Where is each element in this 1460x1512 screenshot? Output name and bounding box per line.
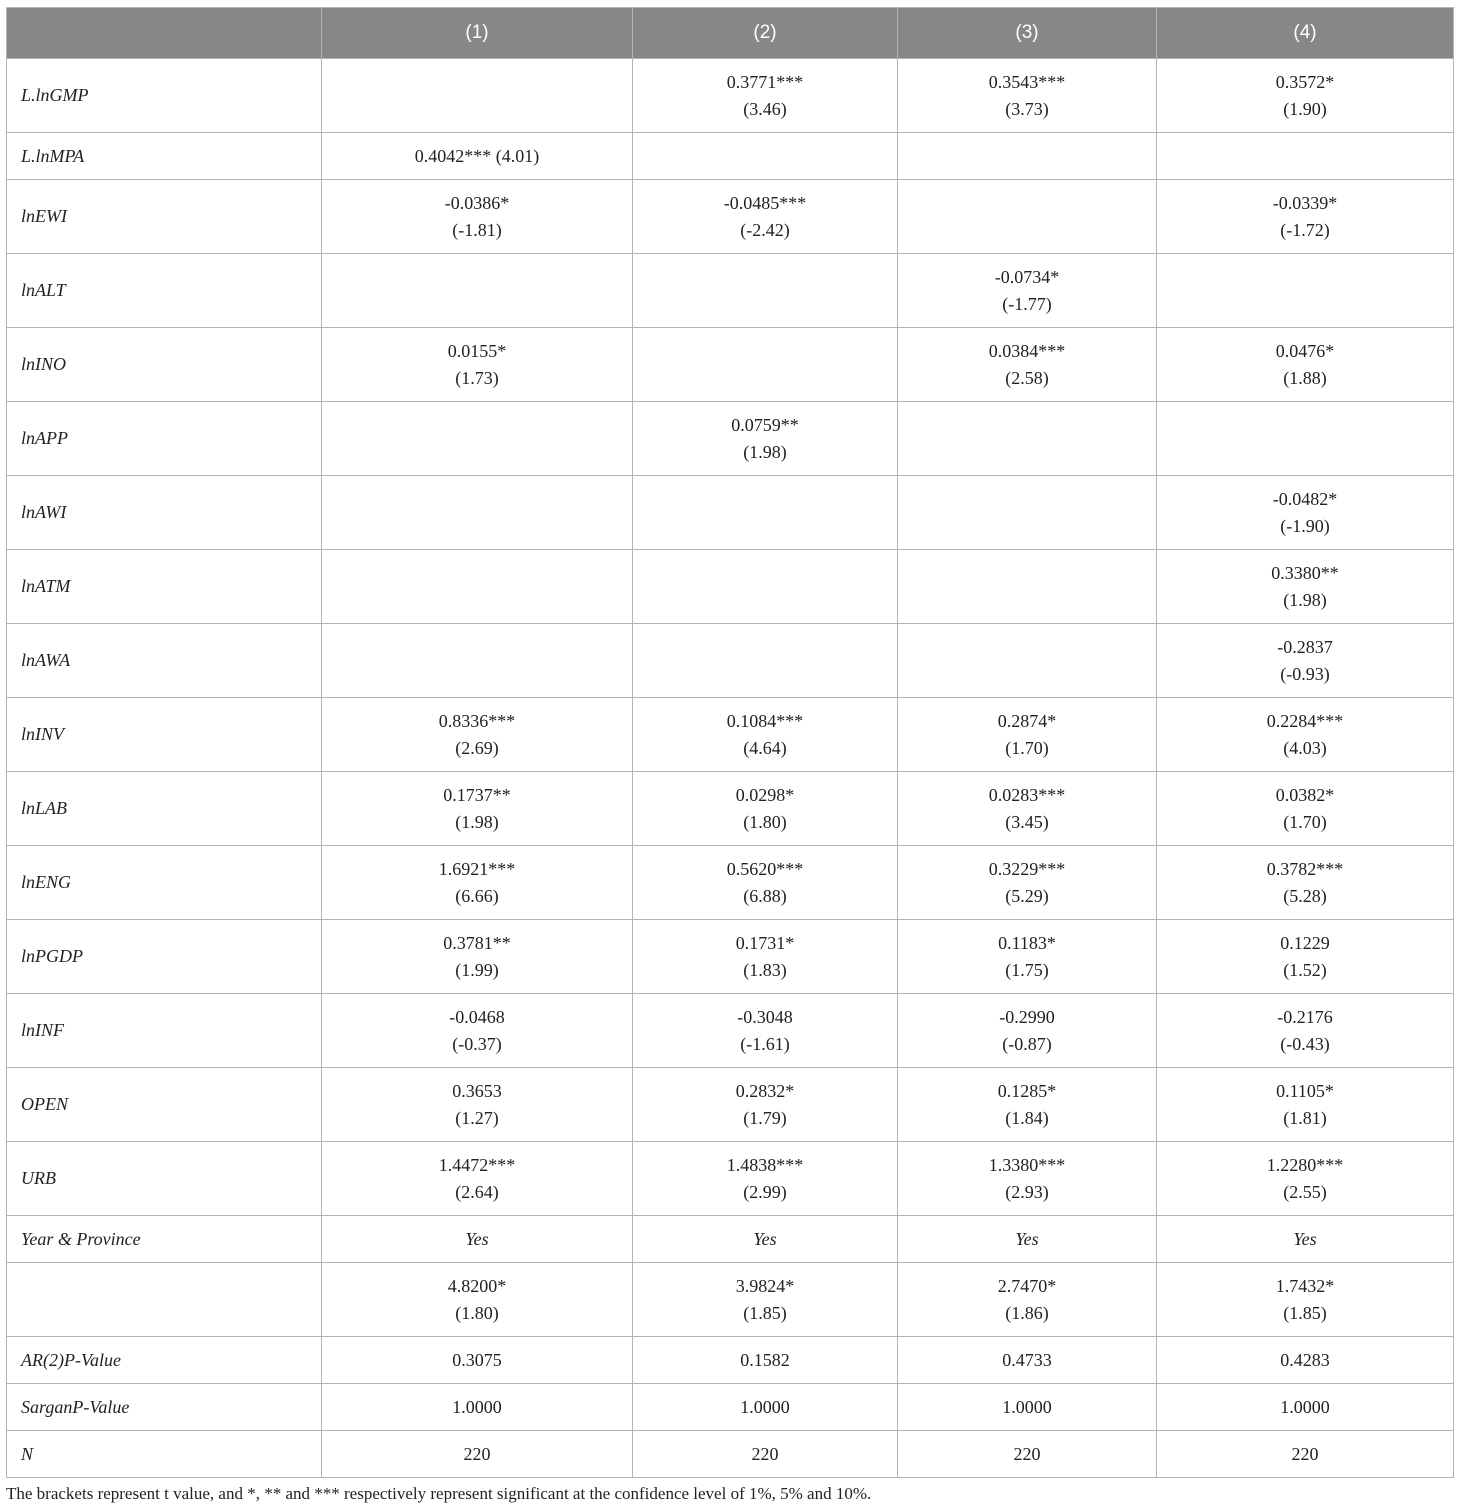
cell-coefficient: -0.0386* <box>444 192 510 213</box>
table-cell <box>898 772 1157 846</box>
table-cell <box>322 328 633 402</box>
row-label: SarganP-Value <box>7 1384 322 1431</box>
cell-t-value: (-2.42) <box>740 219 790 240</box>
table-cell <box>1157 133 1454 180</box>
table-cell <box>898 476 1157 550</box>
row-label <box>7 1263 322 1337</box>
cell-coefficient: 0.2874* <box>997 710 1057 731</box>
table-row <box>7 254 1454 328</box>
cell-coefficient: 220 <box>1013 1443 1041 1464</box>
header-col-2: (2) <box>633 8 898 59</box>
cell-t-value: (2.64) <box>455 1181 499 1202</box>
table-cell <box>898 550 1157 624</box>
table-cell <box>322 772 633 846</box>
table-cell <box>633 402 898 476</box>
row-label: URB <box>7 1142 322 1216</box>
cell-coefficient: 0.3075 <box>452 1349 502 1370</box>
cell-coefficient: 220 <box>463 1443 491 1464</box>
cell-coefficient: 0.0476* <box>1275 340 1335 361</box>
row-label: lnALT <box>7 254 322 328</box>
cell-coefficient: 0.0298* <box>735 784 795 805</box>
table-cell <box>898 402 1157 476</box>
cell-coefficient: 0.3572* <box>1275 71 1335 92</box>
cell-coefficient: -0.2176 <box>1277 1006 1333 1027</box>
table-cell <box>1157 1216 1454 1263</box>
row-label: Year & Province <box>7 1216 322 1263</box>
cell-coefficient: -0.2837 <box>1277 636 1333 657</box>
cell-coefficient: 0.1285* <box>997 1080 1057 1101</box>
row-label: L.lnMPA <box>7 133 322 180</box>
cell-coefficient: 1.7432* <box>1275 1275 1335 1296</box>
cell-coefficient: 0.8336*** <box>438 710 516 731</box>
table-cell <box>322 1431 633 1478</box>
table-cell <box>322 402 633 476</box>
table-cell <box>633 920 898 994</box>
cell-coefficient: 0.4733 <box>1002 1349 1052 1370</box>
table-row <box>7 180 1454 254</box>
cell-coefficient: 0.5620*** <box>726 858 804 879</box>
cell-coefficient: 0.0382* <box>1275 784 1335 805</box>
cell-t-value: (-0.37) <box>452 1033 502 1054</box>
cell-t-value: (2.99) <box>743 1181 787 1202</box>
table-row <box>7 476 1454 550</box>
table-row <box>7 698 1454 772</box>
cell-coefficient: -0.3048 <box>737 1006 793 1027</box>
row-label: L.lnGMP <box>7 59 322 133</box>
table-cell <box>1157 402 1454 476</box>
regression-table-container <box>6 7 1453 1478</box>
cell-coefficient: 0.3653 <box>452 1080 502 1101</box>
table-row <box>7 772 1454 846</box>
table-cell <box>898 1337 1157 1384</box>
cell-t-value: (-0.87) <box>1002 1033 1052 1054</box>
table-cell <box>898 846 1157 920</box>
table-cell <box>322 133 633 180</box>
cell-coefficient: 3.9824* <box>735 1275 795 1296</box>
table-cell <box>322 1263 633 1337</box>
cell-coefficient: 0.0384*** <box>988 340 1066 361</box>
cell-coefficient: 0.3380** <box>1271 562 1339 583</box>
cell-coefficient: Yes <box>1293 1228 1317 1249</box>
table-cell <box>633 1142 898 1216</box>
cell-t-value: (1.98) <box>455 811 499 832</box>
cell-coefficient: -0.0468 <box>449 1006 505 1027</box>
cell-coefficient: 1.2280*** <box>1266 1154 1344 1175</box>
cell-t-value: (1.84) <box>1005 1107 1049 1128</box>
header-col-1: (1) <box>322 8 633 59</box>
cell-t-value: (1.73) <box>455 367 499 388</box>
row-label: lnINO <box>7 328 322 402</box>
table-row <box>7 1142 1454 1216</box>
table-row <box>7 1337 1454 1384</box>
cell-coefficient: 0.1084*** <box>726 710 804 731</box>
cell-coefficient: 0.3771*** <box>726 71 804 92</box>
row-label: lnAPP <box>7 402 322 476</box>
table-cell <box>1157 59 1454 133</box>
table-cell <box>898 920 1157 994</box>
table-cell <box>322 1142 633 1216</box>
cell-coefficient: 1.0000 <box>1280 1396 1330 1417</box>
cell-coefficient: Yes <box>753 1228 777 1249</box>
cell-t-value: (2.58) <box>1005 367 1049 388</box>
cell-coefficient: 1.4838*** <box>726 1154 804 1175</box>
cell-coefficient: 0.1229 <box>1280 932 1330 953</box>
table-cell <box>633 1216 898 1263</box>
table-cell <box>1157 1384 1454 1431</box>
cell-t-value: (1.99) <box>455 959 499 980</box>
table-cell <box>322 846 633 920</box>
table-cell <box>1157 180 1454 254</box>
cell-coefficient: -0.0734* <box>994 266 1060 287</box>
table-cell <box>322 550 633 624</box>
cell-coefficient: 0.1737** <box>443 784 511 805</box>
table-cell <box>322 994 633 1068</box>
table-cell <box>1157 846 1454 920</box>
table-row <box>7 1216 1454 1263</box>
cell-t-value: (-1.81) <box>452 219 502 240</box>
table-cell <box>633 772 898 846</box>
table-footnote: The brackets represent t value, and *, ** and *** respectively represent significant at the confidence level of 1%, 5% and 10%. <box>6 1484 872 1503</box>
table-cell <box>1157 1142 1454 1216</box>
table-cell <box>1157 254 1454 328</box>
cell-t-value: (1.27) <box>455 1107 499 1128</box>
cell-t-value: (3.46) <box>743 98 787 119</box>
cell-t-value: (-0.43) <box>1280 1033 1330 1054</box>
cell-t-value: (-1.90) <box>1280 515 1330 536</box>
cell-coefficient: 0.1582 <box>740 1349 790 1370</box>
cell-coefficient: 220 <box>751 1443 779 1464</box>
cell-t-value: (1.90) <box>1283 98 1327 119</box>
table-cell <box>633 476 898 550</box>
cell-t-value: (4.64) <box>743 737 787 758</box>
cell-t-value: (1.81) <box>1283 1107 1327 1128</box>
table-cell <box>898 180 1157 254</box>
table-cell <box>1157 1431 1454 1478</box>
table-row <box>7 133 1454 180</box>
table-cell <box>1157 698 1454 772</box>
table-row <box>7 1068 1454 1142</box>
table-cell <box>633 1431 898 1478</box>
table-cell <box>322 476 633 550</box>
cell-coefficient: 0.4042*** (4.01) <box>414 145 540 166</box>
table-cell <box>898 698 1157 772</box>
cell-coefficient: 1.6921*** <box>438 858 516 879</box>
cell-coefficient: 4.8200* <box>447 1275 507 1296</box>
table-cell <box>1157 1068 1454 1142</box>
cell-t-value: (1.80) <box>455 1302 499 1323</box>
regression-table <box>6 7 1454 1478</box>
table-cell <box>898 254 1157 328</box>
table-row <box>7 1431 1454 1478</box>
cell-coefficient: 0.3229*** <box>988 858 1066 879</box>
table-cell <box>898 133 1157 180</box>
cell-t-value: (5.28) <box>1283 885 1327 906</box>
table-cell <box>1157 772 1454 846</box>
table-cell <box>898 59 1157 133</box>
table-cell <box>898 1142 1157 1216</box>
table-cell <box>898 328 1157 402</box>
table-cell <box>633 550 898 624</box>
cell-t-value: (1.98) <box>743 441 787 462</box>
table-cell <box>898 1068 1157 1142</box>
row-label: N <box>7 1431 322 1478</box>
table-cell <box>898 1216 1157 1263</box>
header-stub <box>7 8 322 59</box>
table-cell <box>1157 1337 1454 1384</box>
cell-coefficient: 1.0000 <box>452 1396 502 1417</box>
row-label: lnATM <box>7 550 322 624</box>
cell-coefficient: 0.0759** <box>731 414 799 435</box>
cell-coefficient: 220 <box>1291 1443 1319 1464</box>
cell-coefficient: -0.0485*** <box>723 192 807 213</box>
table-cell <box>633 1263 898 1337</box>
cell-t-value: (5.29) <box>1005 885 1049 906</box>
table-cell <box>633 1337 898 1384</box>
cell-coefficient: 1.0000 <box>740 1396 790 1417</box>
row-label: lnEWI <box>7 180 322 254</box>
table-cell <box>898 1263 1157 1337</box>
table-cell <box>633 180 898 254</box>
cell-coefficient: 1.3380*** <box>988 1154 1066 1175</box>
cell-coefficient: 0.4283 <box>1280 1349 1330 1370</box>
table-cell <box>633 994 898 1068</box>
table-cell <box>898 1384 1157 1431</box>
table-cell <box>633 1068 898 1142</box>
cell-coefficient: 0.1105* <box>1276 1080 1334 1101</box>
table-cell <box>1157 624 1454 698</box>
cell-coefficient: Yes <box>1015 1228 1039 1249</box>
table-cell <box>322 1384 633 1431</box>
cell-t-value: (1.86) <box>1005 1302 1049 1323</box>
row-label: lnENG <box>7 846 322 920</box>
cell-t-value: (6.88) <box>743 885 787 906</box>
cell-coefficient: 0.3781** <box>443 932 511 953</box>
cell-coefficient: 0.3543*** <box>988 71 1066 92</box>
cell-t-value: (1.83) <box>743 959 787 980</box>
cell-coefficient: 0.3782*** <box>1266 858 1344 879</box>
table-row <box>7 328 1454 402</box>
row-label: lnLAB <box>7 772 322 846</box>
cell-t-value: (2.69) <box>455 737 499 758</box>
cell-coefficient: 1.4472*** <box>438 1154 516 1175</box>
row-label: lnINV <box>7 698 322 772</box>
cell-coefficient: 2.7470* <box>997 1275 1057 1296</box>
cell-coefficient: 0.0155* <box>447 340 507 361</box>
table-cell <box>1157 476 1454 550</box>
cell-t-value: (1.85) <box>1283 1302 1327 1323</box>
cell-t-value: (3.45) <box>1005 811 1049 832</box>
table-cell <box>898 1431 1157 1478</box>
cell-t-value: (-1.77) <box>1002 293 1052 314</box>
cell-t-value: (1.70) <box>1283 811 1327 832</box>
table-row <box>7 1263 1454 1337</box>
table-cell <box>633 698 898 772</box>
table-cell <box>322 1216 633 1263</box>
cell-t-value: (4.03) <box>1283 737 1327 758</box>
cell-coefficient: -0.0482* <box>1272 488 1338 509</box>
cell-t-value: (1.79) <box>743 1107 787 1128</box>
table-cell <box>322 920 633 994</box>
cell-coefficient: 0.1731* <box>735 932 795 953</box>
row-label: lnAWA <box>7 624 322 698</box>
table-cell <box>898 624 1157 698</box>
table-cell <box>1157 920 1454 994</box>
table-cell <box>633 59 898 133</box>
table-header-row <box>7 8 1454 59</box>
cell-t-value: (6.66) <box>455 885 499 906</box>
table-cell <box>322 698 633 772</box>
table-cell <box>1157 994 1454 1068</box>
cell-coefficient: -0.2990 <box>999 1006 1055 1027</box>
table-cell <box>322 254 633 328</box>
cell-t-value: (1.70) <box>1005 737 1049 758</box>
table-cell <box>633 133 898 180</box>
table-cell <box>633 846 898 920</box>
cell-t-value: (-1.61) <box>740 1033 790 1054</box>
table-cell <box>633 1384 898 1431</box>
table-cell <box>633 328 898 402</box>
row-label: lnAWI <box>7 476 322 550</box>
table-cell <box>322 624 633 698</box>
cell-t-value: (-0.93) <box>1280 663 1330 684</box>
table-row <box>7 994 1454 1068</box>
cell-t-value: (1.75) <box>1005 959 1049 980</box>
cell-coefficient: 1.0000 <box>1002 1396 1052 1417</box>
cell-t-value: (2.55) <box>1283 1181 1327 1202</box>
cell-coefficient: 0.1183* <box>998 932 1056 953</box>
cell-t-value: (1.98) <box>1283 589 1327 610</box>
cell-t-value: (1.85) <box>743 1302 787 1323</box>
table-row <box>7 550 1454 624</box>
cell-t-value: (1.80) <box>743 811 787 832</box>
table-cell <box>322 1068 633 1142</box>
header-col-3: (3) <box>898 8 1157 59</box>
table-row <box>7 59 1454 133</box>
cell-coefficient: 0.2284*** <box>1266 710 1344 731</box>
cell-coefficient: 0.0283*** <box>988 784 1066 805</box>
cell-coefficient: 0.2832* <box>735 1080 795 1101</box>
row-label: lnINF <box>7 994 322 1068</box>
table-cell <box>1157 328 1454 402</box>
row-label: OPEN <box>7 1068 322 1142</box>
row-label: lnPGDP <box>7 920 322 994</box>
cell-t-value: (-1.72) <box>1280 219 1330 240</box>
cell-coefficient: -0.0339* <box>1272 192 1338 213</box>
cell-t-value: (1.52) <box>1283 959 1327 980</box>
table-cell <box>322 180 633 254</box>
cell-t-value: (3.73) <box>1005 98 1049 119</box>
table-cell <box>1157 1263 1454 1337</box>
table-cell <box>1157 550 1454 624</box>
table-row <box>7 1384 1454 1431</box>
table-row <box>7 402 1454 476</box>
table-cell <box>633 624 898 698</box>
cell-t-value: (1.88) <box>1283 367 1327 388</box>
table-row <box>7 624 1454 698</box>
table-cell <box>898 994 1157 1068</box>
row-label: AR(2)P-Value <box>7 1337 322 1384</box>
cell-coefficient: Yes <box>465 1228 489 1249</box>
table-cell <box>322 1337 633 1384</box>
table-cell <box>633 254 898 328</box>
table-cell <box>322 59 633 133</box>
table-row <box>7 920 1454 994</box>
cell-t-value: (2.93) <box>1005 1181 1049 1202</box>
table-row <box>7 846 1454 920</box>
header-col-4: (4) <box>1157 8 1454 59</box>
